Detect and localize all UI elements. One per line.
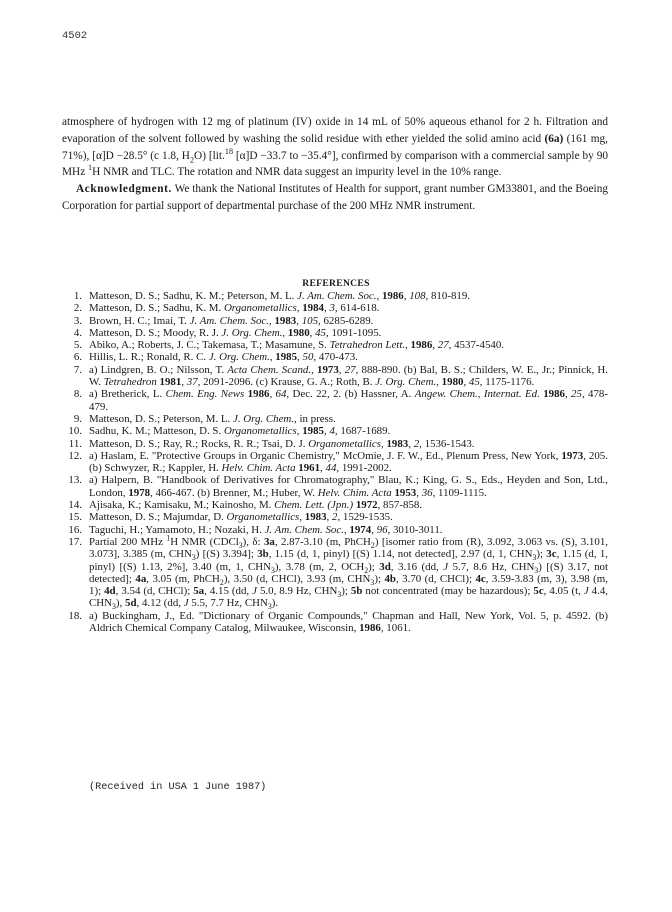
references-heading: REFERENCES xyxy=(302,278,370,289)
reference-item xyxy=(62,438,608,450)
reference-text: a) Bretherick, L. Chem. Eng. News 1986, 64, Dec. 22, 2. (b) Hassner, A. Angew. Chem., Internat. Ed. 1986, 25, 478-479. xyxy=(89,388,608,413)
reference-number: 16. xyxy=(68,523,82,536)
reference-item xyxy=(62,388,608,413)
reference-item xyxy=(62,425,608,437)
reference-item xyxy=(62,533,608,612)
reference-text: Abiko, A.; Roberts, J. C.; Takemasa, T.; Masamune, S. Tetrahedron Lett., 1986, 27, 4537-4540. xyxy=(89,339,505,352)
reference-text: Taguchi, H.; Yamamoto, H.; Nozaki, H. J. Am. Chem. Soc., 1974, 96, 3010-3011. xyxy=(89,523,443,536)
references-list xyxy=(62,290,608,634)
reference-item xyxy=(62,339,608,351)
reference-item xyxy=(62,315,608,327)
reference-text: Partial 200 MHz $^1$H NMR (CDCl$_3$), δ: 3a, 2.87-3.10 (m, PhCH$_2$) [isomer ratio from (R), 3.092, 3.063 vs. (S), 3.101, 3.073], 3.385 (m, $CHN_3$) [(S) 3.394]; 3b, 1.15 (d, 1, pinyl) [(S) 1.14, not detected], 2.97 (d, 1, $CHN_3$); 3c, 1.15 (d, 1, pinyl) [(S) 1.13, 2%], 3.40 (m, 1, $CHN_3$), 3.78 (m, 2, $OCH_2$); 3d, 3.16 (dd, J 5.7, 8.6 Hz, $CHN_3$) [(S) 3.17, not detected]; 4a, 3.05 (m, PhCH$_2$), 3.50 (d, CHCl), 3.93 (m, $CHN_3$); 4b, 3.70 (d, CHCl); 4c, 3.59-3.83 (m, 3), 3.98 (m, 1); 4d, 3.54 (d, CHCl); 5a, 4.15 (dd, J 5.0, 8.9 Hz, $CHN_3$); 5b not concentrated (may be hazardous); 5c, 4.05 (t, J 4.4, $CHN_3$), 5d, 4.12 (dd, J 5.5, 7.7 Hz, $CHN_3$). xyxy=(89,533,608,612)
reference-number: 18. xyxy=(68,609,82,622)
reference-number: 13. xyxy=(68,474,82,487)
reference-number: 10. xyxy=(68,425,82,438)
reference-number: 12. xyxy=(68,449,82,462)
reference-item xyxy=(62,364,608,389)
reference-text: Sadhu, K. M.; Matteson, D. S. Organometallics, 1985, 4, 1687-1689. xyxy=(89,425,391,438)
body-text xyxy=(62,114,608,215)
reference-text: a) Haslam, E. "Protective Groups in Organic Chemistry," McOmie, J. F. W., Ed., Plenum Press, New York, 1973, 205. (b) Schwyzer, R.; Kappler, H. Helv. Chim. Acta 1961, 44, 1991-2002. xyxy=(89,449,608,475)
reference-text: Matteson, D. S.; Sadhu, K. M.; Peterson, M. L. J. Am. Chem. Soc., 1986, 108, 810-819. xyxy=(89,290,470,302)
reference-text: Matteson, D. S.; Majumdar, D. Organometallics, 1983, 2, 1529-1535. xyxy=(89,511,393,524)
reference-number: 2. xyxy=(73,302,82,315)
received-date: (Received in USA 1 June 1987) xyxy=(89,782,267,793)
reference-number: 3. xyxy=(73,314,82,327)
reference-text: Matteson, D. S.; Moody, R. J. J. Org. Chem., 1980, 45, 1091-1095. xyxy=(89,326,382,339)
reference-item xyxy=(62,351,608,363)
experimental-paragraph: atmosphere of hydrogen with 12 mg of platinum (IV) oxide in 14 mL of 50% aqueous ethanol for 2 h. Filtration and evaporation of the solvent followed by washing the solid residue with ether yielded the solid amino acid (6a) (161 mg, 71%), [α]D −28.5° (c 1.8, $H_2O$) [lit.$^{18}$ [α]D −33.7 to −35.4°], confirmed by comparison with a commercial sample by 90 MHz $^1$H NMR and TLC. The rotation and NMR data suggest an impurity level in the 10% range. xyxy=(62,116,608,179)
reference-item xyxy=(62,511,608,523)
reference-item xyxy=(62,302,608,314)
reference-number: 7. xyxy=(73,363,82,376)
reference-text: Matteson, D. S.; Ray, R.; Rocks, R. R.; Tsai, D. J. Organometallics, 1983, 2, 1536-1543. xyxy=(89,437,475,450)
reference-item xyxy=(62,524,608,536)
reference-item xyxy=(62,290,608,302)
reference-text: Ajisaka, K.; Kamisaku, M.; Kainosho, M. Chem. Lett. (Jpn.) 1972, 857-858. xyxy=(89,499,423,512)
reference-number: 15. xyxy=(68,511,82,524)
reference-number: 4. xyxy=(73,326,82,339)
acknowledgment-text: We thank the National Institutes of Health for support, grant number GM33801, and the Boeing Corporation for partial support of departmental purchase of the 200 MHz NMR instrument. xyxy=(62,183,608,212)
reference-item xyxy=(62,499,608,511)
reference-number: 9. xyxy=(73,412,82,425)
reference-number: 8. xyxy=(73,388,82,401)
acknowledgment-paragraph xyxy=(62,181,608,215)
reference-item xyxy=(62,327,608,339)
reference-number: 1. xyxy=(73,290,82,302)
reference-text: Hillis, L. R.; Ronald, R. C. J. Org. Chem., 1985, 50, 470-473. xyxy=(89,351,358,364)
reference-text: a) Lindgren, B. O.; Nilsson, T. Acta Chem. Scand., 1973, 27, 888-890. (b) Bal, B. S.; Childers, W. E., Jr.; Pinnick, H. W. Tetrahedron 1981, 37, 2091-2096. (c) Krause, G. A.; Roth, B. J. Org. Chem., 1980, 45, 1175-1176. xyxy=(89,363,608,389)
reference-item xyxy=(62,450,608,475)
reference-number: 5. xyxy=(73,339,82,352)
reference-text: Matteson, D. S.; Peterson, M. L. J. Org. Chem., in press. xyxy=(89,412,336,425)
page-number: 4502 xyxy=(62,30,88,42)
reference-item xyxy=(62,610,608,635)
acknowledgment-heading: Acknowledgment. xyxy=(76,183,172,196)
reference-number: 11. xyxy=(68,437,82,450)
reference-item xyxy=(62,474,608,499)
reference-text: a) Buckingham, J., Ed. "Dictionary of Organic Compounds," Chapman and Hall, New York, Vol. 5, p. 4592. (b) Aldrich Chemical Company Catalog, Milwaukee, Wisconsin, 1986, 1061. xyxy=(89,609,608,635)
reference-text: a) Halpern, B. "Handbook of Derivatives for Chromatography," Blau, K.; King, G. S., Eds., Heyden and Son, Ltd., London, 1978, 466-467. (b) Brenner, M.; Huber, W. Helv. Chim. Acta 1953, 36, 1109-1115. xyxy=(89,474,608,499)
reference-item xyxy=(62,413,608,425)
reference-text: Matteson, D. S.; Sadhu, K. M. Organometallics, 1984, 3, 614-618. xyxy=(89,302,380,315)
reference-number: 6. xyxy=(73,351,82,364)
reference-text: Brown, H. C.; Imai, T. J. Am. Chem. Soc., 1983, 105, 6285-6289. xyxy=(89,314,374,327)
reference-number: 14. xyxy=(68,499,82,512)
reference-number: 17. xyxy=(68,535,82,548)
